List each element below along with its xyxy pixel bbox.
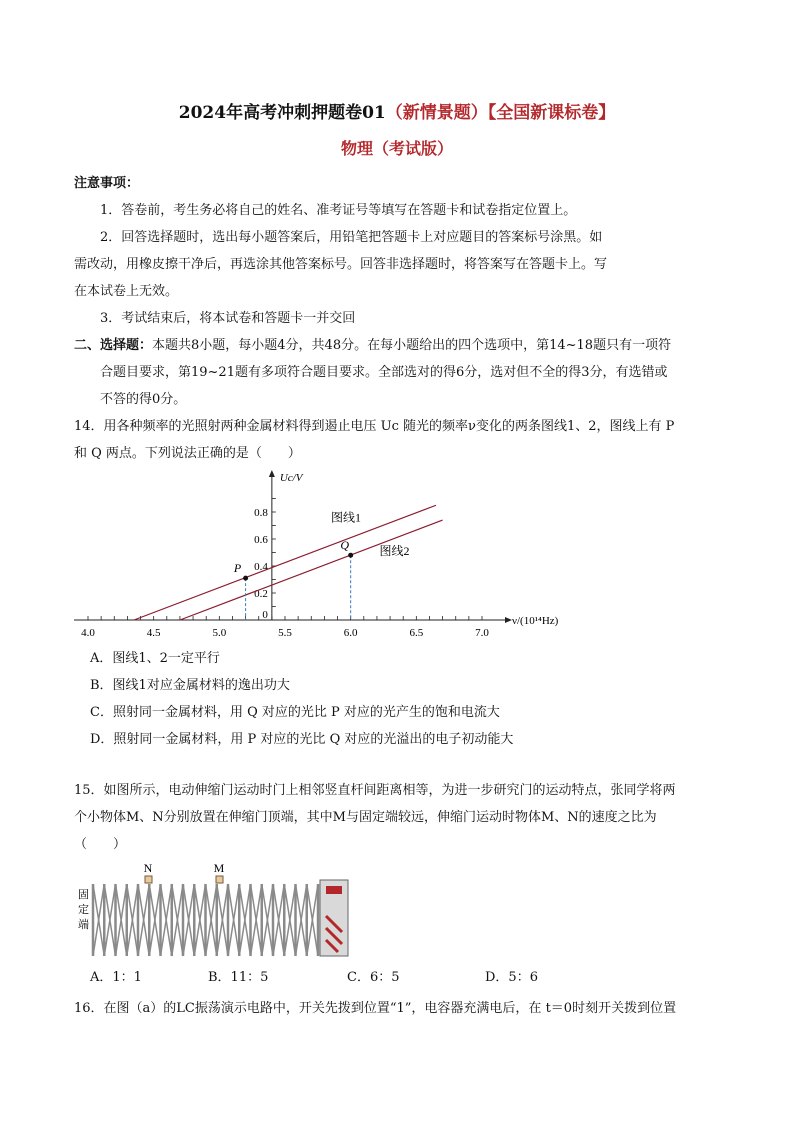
notes-item-2-line-1: 2．回答选择题时，选出每小题答案后，用铅笔把答题卡上对应题目的答案标号涂黑。如 <box>100 230 603 245</box>
notes-item-3: 3．考试结束后，将本试卷和答题卡一并交回 <box>100 311 356 326</box>
q15-option-c: C．6：5 <box>347 970 400 985</box>
page-title: 2024年高考冲刺押题卷01（新情景题）【全国新课标卷】 <box>178 103 616 123</box>
section-line-3: 不答的得0分。 <box>100 392 187 407</box>
gate-motor-light <box>326 886 342 894</box>
fixed-end-label-3: 端 <box>78 919 89 931</box>
y-tick-label: 0.6 <box>254 534 268 546</box>
label-n: N <box>143 861 153 875</box>
point-label-Q: Q <box>340 538 350 553</box>
notes-item-2-line-3: 在本试卷上无效。 <box>74 284 179 299</box>
point-label-P: P <box>233 561 242 576</box>
q15-stem-line-1: 15．如图所示，电动伸缩门运动时门上相邻竖直杆间距离相等，为进一步研究门的运动特点，张同学将两 <box>74 783 676 798</box>
notes-item-2-line-2: 需改动，用橡皮擦干净后，再选涂其他答案标号。回答非选择题时，将答案写在答题卡上。写 <box>74 257 608 272</box>
y-tick-label: 0.8 <box>254 507 268 519</box>
q14-stem-line-2: 和 Q 两点。下列说法正确的是（ ） <box>74 446 301 461</box>
x-axis-arrow <box>505 617 512 623</box>
point-P <box>243 576 248 581</box>
y-tick-label: 0.4 <box>254 561 268 573</box>
q14-stem-line-1: 14．用各种频率的光照射两种金属材料得到遏止电压 Uc 随光的频率ν变化的两条图线1、2，图线上有 P <box>74 419 675 434</box>
y-axis-arrow <box>269 470 275 477</box>
object-n <box>145 876 152 883</box>
x-tick-label: 4.0 <box>81 627 95 639</box>
x-tick-label: 4.5 <box>146 627 161 639</box>
page-subtitle: 物理（考试版） <box>340 139 453 158</box>
q15-stem-line-2: 个小物体M、N分别放置在伸缩门顶端，其中M与固定端较远，伸缩门运动时物体M、N的速度之比为 <box>74 810 657 825</box>
section-line-1: 二、选择题：本题共8小题，每小题4分，共48分。在每小题给出的四个选项中，第14~18题只有一项符 <box>74 338 672 353</box>
series-line-2 <box>180 520 443 620</box>
q14-option-d: D．照射同一金属材料，用 P 对应的光比 Q 对应的光溢出的电子初动能大 <box>90 732 514 747</box>
q15-option-b: B．11：5 <box>208 970 269 985</box>
series-line-1 <box>134 505 436 620</box>
y-tick-label: 0 <box>262 609 268 621</box>
q15-gate-figure <box>68 856 368 968</box>
object-m <box>216 876 223 883</box>
fixed-end-label-2: 定 <box>78 904 89 916</box>
x-tick-label: 6.0 <box>343 627 358 639</box>
point-Q <box>348 553 353 558</box>
q15-option-d: D．5：6 <box>485 970 538 985</box>
title-tag-new-scenario: （新情景题） <box>385 103 488 123</box>
x-axis-label: ν/(10¹⁴Hz) <box>512 615 559 627</box>
series-label-2: 图线2 <box>379 544 410 559</box>
x-tick-label: 5.5 <box>278 627 292 639</box>
title-tag-national: 【全国新课标卷】 <box>487 103 616 123</box>
x-tick-label: 5.0 <box>212 627 227 639</box>
section-line-2: 合题目要求，第19~21题有多项符合题目要求。全部选对的得6分，选对但不全的得3分，有选错或 <box>100 365 668 380</box>
q15-stem-line-3: （ ） <box>74 837 127 852</box>
x-tick-label: 6.5 <box>409 627 424 639</box>
notes-heading: 注意事项： <box>74 176 140 191</box>
x-tick-label: 7.0 <box>475 627 489 639</box>
fixed-end-label-1: 固 <box>78 889 89 901</box>
q15-option-a: A．1：1 <box>90 970 142 985</box>
series-label-1: 图线1 <box>330 510 361 525</box>
y-axis-label: Uc/V <box>279 472 303 484</box>
y-tick-label: 0.2 <box>254 588 268 600</box>
q14-option-a: A．图线1、2一定平行 <box>90 651 220 666</box>
q16-stem-line-1: 16．在图（a）的LC振荡演示电路中，开关先拨到位置“1”，电容器充满电后，在 t＝0时刻开关拨到位置 <box>74 1001 677 1016</box>
section-label: 二、选择题： <box>74 338 153 353</box>
notes-item-1: 1．答卷前，考生务必将自己的姓名、准考证号等填写在答题卡和试卷指定位置上。 <box>100 203 577 218</box>
q14-option-b: B．图线1对应金属材料的逸出功大 <box>90 678 290 693</box>
q14-chart <box>0 467 794 647</box>
q14-option-c: C．照射同一金属材料，用 Q 对应的光比 P 对应的光产生的饱和电流大 <box>90 705 500 720</box>
label-m: M <box>213 861 225 875</box>
